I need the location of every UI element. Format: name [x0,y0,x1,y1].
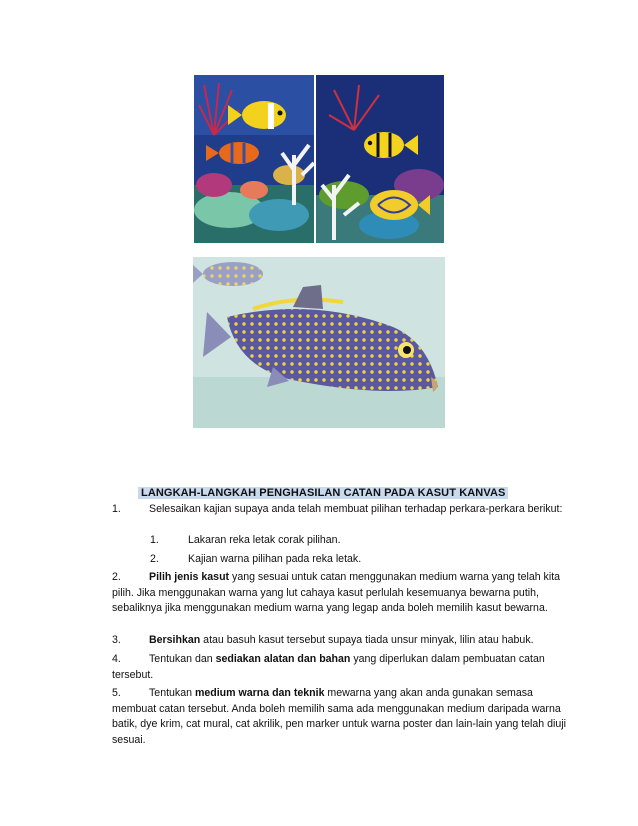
step-text-pre: Tentukan dan [149,653,216,665]
step-text: atau basuh kasut tersebut supaya tiada unsur minyak, lilin atau habuk. [200,634,534,646]
step-3 [112,633,574,649]
step-5 [112,686,574,748]
step-number: 4. [112,653,121,665]
step-text: Selesaikan kajian supaya anda telah membuat pilihan terhadap perkara-perkara berikut: [149,503,563,515]
step-number: 1. [112,503,121,515]
sub-step-2 [150,552,361,568]
section-heading: LANGKAH-LANGKAH PENGHASILAN CATAN PADA KASUT KANVAS [138,487,508,499]
step-text: yang diperlukan dalam pembuatan catan tersebut. [112,653,545,681]
sub-step-number: 2. [150,553,159,565]
step-text-pre: Tentukan [149,687,195,699]
step-number: 3. [112,634,121,646]
step-text: yang sesuai untuk catan menggunakan medium warna yang telah kita pilih. Jika menggunakan warna yang lut cahaya kasut perlulah kesemuanya bewarna putih, sebaliknya jika menggunakan medium warna yang legap anda boleh memilih kasut bewarna. [112,571,561,614]
step-keyword: medium warna dan teknik [194,687,325,699]
step-keyword: sediakan alatan dan bahan [215,653,351,665]
sub-step-number: 1. [150,534,159,546]
step-keyword: Bersihkan [149,634,201,646]
boxfish-illustration [193,257,445,428]
step-text: mewarna yang akan anda gunakan semasa membuat catan tersebut. Anda boleh memilih sama ada menggunakan medium daripada warna batik, dye krim, cat mural, cat akrilik, pen marker untuk warna poster dan lain-lain yang telah diuji sesuai. [112,687,566,746]
left-canvas-panel [194,75,314,243]
right-canvas-panel [316,75,444,243]
step-1 [112,502,574,518]
step-2 [112,570,574,617]
step-4 [112,652,574,683]
step-number: 2. [112,571,121,583]
step-keyword: Pilih jenis kasut [149,571,230,583]
sub-step-text: Lakaran reka letak corak pilihan. [188,534,341,546]
coral-reef-painting [194,75,444,243]
sub-step-text: Kajian warna pilihan pada reka letak. [188,553,362,565]
step-number: 5. [112,687,121,699]
sub-step-1 [150,533,341,549]
